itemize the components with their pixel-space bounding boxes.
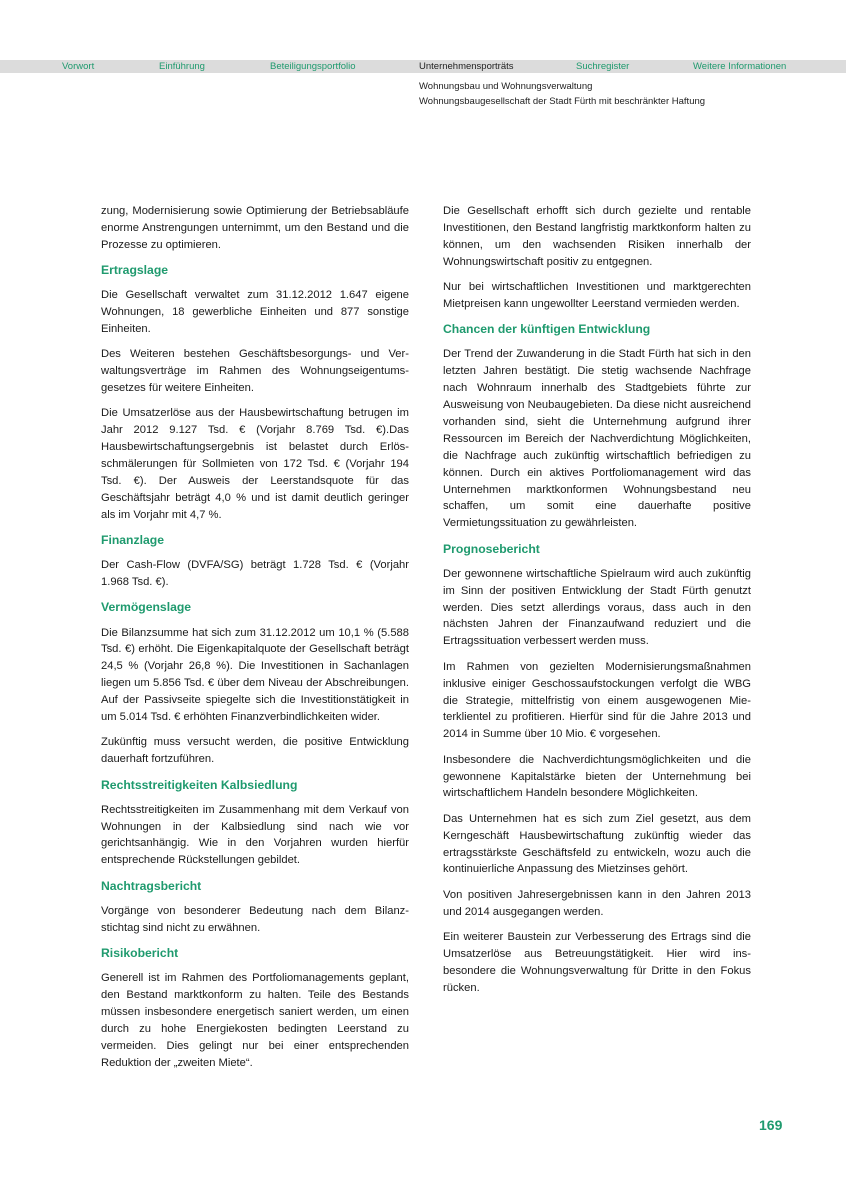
paragraph: Das Unternehmen hat es sich zum Ziel gesetzt, aus dem Kerngeschäft Hausbewirtschaftung zukünftig wieder das ertragsstärkste Geschäftsfeld zu entwickeln, wozu auch die kontinuierliche Anpassung des Mietzinses gehört. [443, 812, 751, 876]
paragraph: Rechtsstreitigkeiten im Zusammenhang mit dem Verkauf von Wohnungen in der Kalbsiedlung sind nach wie vor gerichtsanhängig. Wie in den Vorjahren wurden hierfür entsprechende Rückstellungen gebildet. [101, 803, 409, 867]
heading-ertragslage: Ertragslage [101, 263, 169, 278]
top-navigation-bar [0, 60, 846, 73]
paragraph: Die Gesellschaft verwaltet zum 31.12.2012 1.647 eigene Wohnungen, 18 gewerbliche Einheiten und 877 sonstige Einheiten. [101, 289, 409, 336]
paragraph: Nur bei wirtschaftlichen Investitionen und marktgerechten Mietpreisen kann ungewollter Leerstand vermieden werden. [443, 281, 751, 310]
left-column [101, 203, 409, 1080]
paragraph: Der gewonnene wirtschaftliche Spielraum wird auch zukünftig im Sinn der positiven Entwicklung der Stadt Fürth genutzt werden. Dies setzt allerdings voraus, dass auch in den nächsten Jahren der Finanzaufwand reduziert und die Ertragssituation verbessert werden muss. [443, 567, 751, 648]
paragraph: Die Bilanzsumme hat sich zum 31.12.2012 um 10,1 % (5.588 Tsd. €) erhöht. Die Eigenkapitalquote der Gesellschaft beträgt 24,5 % (Vorjahr 26,8 %). Die Investitionen in Sachanlagen liegen um 5.856 Tsd. € über dem Niveau der Abschreibungen. Auf der Passivseite spiegelte sich die Investitionstätigkeit in um 5.014 Tsd. € erhöhten Finanzverbindlichkeiten wider. [101, 626, 409, 724]
section-category: Wohnungsbau und Wohnungsverwaltung [419, 81, 593, 92]
paragraph: Des Weiteren bestehen Geschäftsbesorgungs- und Verwaltungsverträge im Rahmen des Wohnungseigentumsgesetzes für weitere Einheiten. [101, 348, 409, 395]
heading-prognosebericht: Prognosebericht [443, 541, 540, 556]
page-number: 169 [759, 1117, 783, 1133]
paragraph: Im Rahmen von gezielten Modernisierungsmaßnahmen inklusive einiger Geschossaufstockungen verfolgt die WBG die Strategie, mittelfristig von einem ausgewogenen Mieterklientel zu profitieren. Hierfür sind für die Jahre 2013 und 2014 in Summe über 10 Mio. € vorgesehen. [443, 660, 751, 741]
company-name: Wohnungsbaugesellschaft der Stadt Fürth mit beschränkter Haftung [419, 96, 706, 107]
nav-link-unternehmensportraets[interactable]: Unternehmensporträts [419, 61, 514, 72]
heading-finanzlage: Finanzlage [101, 533, 164, 548]
paragraph: Die Gesellschaft erhofft sich durch gezielte und rentable Investitionen, den Bestand langfristig marktkonform halten zu können, um den wachsenden Risiken innerhalb der Wohnungswirtschaft positiv zu entgegnen. [443, 205, 751, 268]
nav-link-vorwort[interactable]: Vorwort [62, 61, 95, 72]
nav-link-einfuehrung[interactable]: Einführung [159, 61, 205, 72]
intro-paragraph: zung, Modernisierung sowie Optimierung der Betriebsabläufe enorme Anstrengungen unternimmt, um den Bestand und die Prozesse zu optimieren. [101, 205, 409, 251]
paragraph: Generell ist im Rahmen des Portfoliomanagements geplant, den Bestand marktkonform zu halten. Teile des Bestands müssen insbesondere energetisch saniert werden, um einen durch zu hohe Energiekosten bedingten Leerstand zu vermeiden. Dies gelingt nur bei einer entsprechenden Reduktion der „zweiten Miete“. [101, 972, 409, 1069]
paragraph: Von positiven Jahresergebnissen kann in den Jahren 2013 und 2014 ausgegangen werden. [443, 888, 751, 918]
paragraph: Die Umsatzerlöse aus der Hausbewirtschaftung betrugen im Jahr 2012 9.127 Tsd. € (Vorjahr 8.769 Tsd. €).Das Hausbewirtschaftungsergebnis ist belastet durch Erlösschmälerungen für Sollmieten von 172 Tsd. € (Vorjahr 194 Tsd. €). Der Ausweis der Leerstandsquote für das Geschäftsjahr beträgt 4,0 % und ist damit deutlich geringer als im Vorjahr mit 4,7 %. [101, 407, 409, 521]
paragraph: Insbesondere die Nachverdichtungsmöglichkeiten und die gewonnene Kapitalstärke bieten der Unternehmung bei wirtschaftlichem Handeln besondere Möglichkeiten. [443, 753, 751, 800]
nav-link-beteiligungsportfolio[interactable]: Beteiligungsportfolio [270, 61, 356, 72]
paragraph: Der Cash-Flow (DVFA/SG) beträgt 1.728 Tsd. € (Vorjahr 1.968 Tsd. €). [101, 559, 409, 589]
heading-chancen: Chancen der künftigen Entwicklung [443, 322, 651, 337]
heading-vermoegenslage: Vermögenslage [101, 600, 192, 615]
paragraph: Zukünftig muss versucht werden, die positive Entwicklung dauerhaft fortzuführen. [101, 736, 409, 766]
paragraph: Der Trend der Zuwanderung in die Stadt Fürth hat sich in den letzten Jahren bestätigt. Die stetig wachsende Nachfrage nach Wohnraum innerhalb des Stadtgebiets führte zur Ausweisung von Neubaugebieten. Da diese nicht ausreichend vorhanden sind, sieht die Unternehmung aufgrund ihrer Ressourcen im Bereich der Nachverdichtung Möglichkeiten, die Nachfrage auch zukünftig wirtschaftlich befriedigen zu können. Durch ein aktives Portfoliomanagement wird das Unternehmen marktkonformen Wohnungsbestand neu schaffen, um somit eine dauerhafte positive Vermietungssituation zu gewährleisten. [443, 348, 751, 530]
paragraph: Vorgänge von besonderer Bedeutung nach dem Bilanzstichtag sind nicht zu erwähnen. [101, 904, 409, 934]
heading-nachtragsbericht: Nachtragsbericht [101, 878, 202, 893]
nav-link-suchregister[interactable]: Suchregister [576, 61, 630, 72]
paragraph: Ein weiterer Baustein zur Verbesserung des Ertrags sind die Umsatzerlöse aus Betreuungstätigkeit. Hier wird insbesondere die Wohnungsverwaltung für Dritte in den Fokus rücken. [443, 930, 751, 994]
nav-link-weitere-informationen[interactable]: Weitere Informationen [693, 61, 787, 72]
right-column [443, 203, 751, 1005]
heading-rechtsstreitigkeiten: Rechtsstreitigkeiten Kalbsiedlung [101, 777, 298, 792]
heading-risikobericht: Risikobericht [101, 945, 179, 960]
